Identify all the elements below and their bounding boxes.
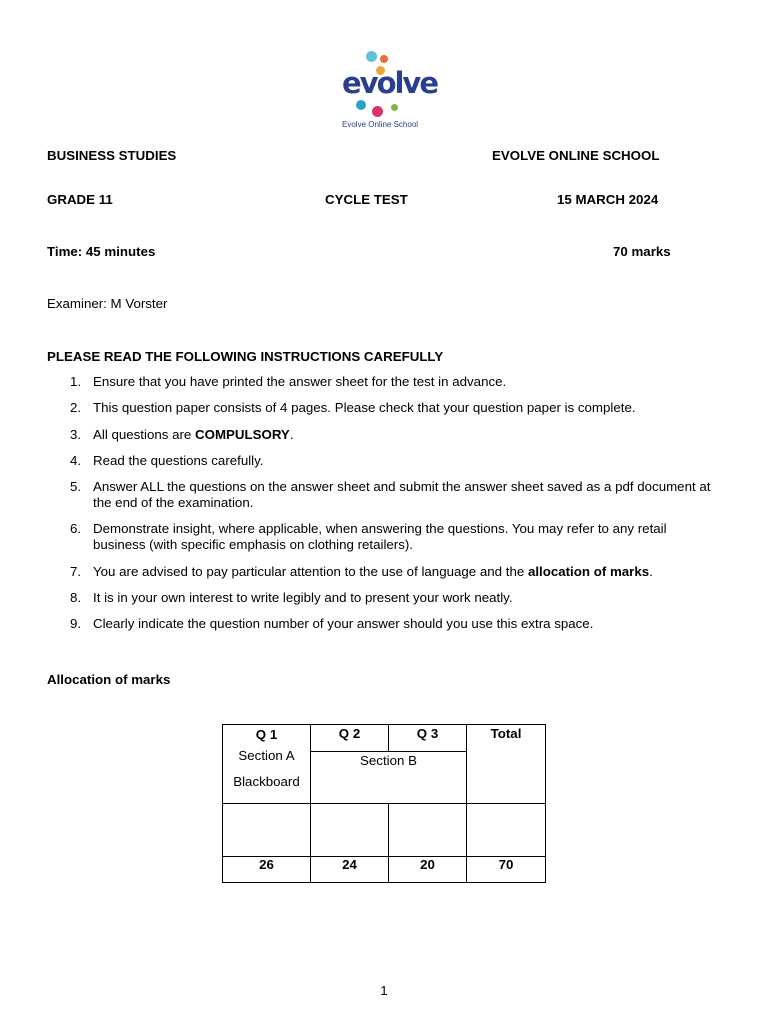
logo-dot	[356, 100, 366, 110]
instruction-item	[60, 616, 720, 632]
instruction-text: All questions are	[93, 426, 195, 442]
instruction-number: 3.	[70, 426, 82, 442]
instructions-heading: PLEASE READ THE FOLLOWING INSTRUCTIONS CAREFULLY	[47, 349, 444, 364]
instruction-number: 1.	[70, 374, 82, 389]
instruction-item	[60, 521, 720, 553]
table-blank-row	[223, 804, 546, 857]
q1-header: Q 1	[255, 727, 278, 742]
q3-marks: 20	[389, 857, 467, 883]
q3-header: Q 3	[416, 726, 439, 741]
instruction-item	[60, 564, 720, 580]
total-header-cell	[467, 725, 546, 804]
instruction-text: Clearly indicate the question number of your answer should you use this extra space.	[93, 616, 594, 632]
table-totals-row	[223, 857, 546, 883]
instruction-text: It is in your own interest to write legibly and to present your work neatly.	[93, 590, 513, 606]
section-a-sublabel: Blackboard	[233, 774, 300, 789]
subject-label: BUSINESS STUDIES	[47, 148, 177, 163]
logo-wordmark: evolve	[342, 66, 438, 100]
instruction-item	[60, 427, 720, 443]
total-marks: 70 marks	[613, 244, 671, 259]
instruction-number: 9.	[70, 616, 82, 632]
q1-marks: 26	[223, 857, 311, 883]
instruction-text: Demonstrate insight, where applicable, when answering the questions. You may refer to any retail business (with specific emphasis on clothing retailers).	[93, 521, 667, 553]
logo-dot	[372, 106, 383, 117]
instruction-text: You are advised to pay particular attention to the use of language and the	[93, 563, 528, 579]
blank-cell	[223, 804, 311, 857]
q3-header-cell	[389, 725, 467, 752]
instruction-item	[60, 479, 720, 511]
blank-cell	[311, 804, 389, 857]
grade-label: GRADE 11	[47, 192, 113, 207]
logo-dot	[380, 55, 388, 63]
logo-dot	[391, 104, 398, 111]
instruction-text: .	[289, 426, 294, 442]
q1-section-a-cell	[223, 725, 311, 804]
q2-marks: 24	[311, 857, 389, 883]
total-marks-value: 70	[467, 857, 546, 883]
marks-allocation-table	[222, 724, 546, 883]
instruction-text: Answer ALL the questions on the answer sheet and submit the answer sheet saved as a pdf document at the end of the examination.	[93, 479, 711, 511]
instruction-emphasis: allocation of marks	[527, 563, 650, 579]
instruction-number: 2.	[70, 400, 82, 416]
instructions-list	[60, 374, 720, 643]
test-date: 15 MARCH 2024	[557, 192, 659, 207]
total-header: Total	[490, 726, 522, 741]
time-allowed: Time: 45 minutes	[47, 244, 156, 259]
school-name: EVOLVE ONLINE SCHOOL	[492, 148, 660, 163]
school-logo	[336, 46, 438, 132]
allocation-heading: Allocation of marks	[47, 672, 171, 687]
blank-cell	[389, 804, 467, 857]
instruction-text: .	[649, 563, 653, 579]
logo-dot	[366, 51, 377, 62]
instruction-emphasis: COMPULSORY	[195, 426, 290, 442]
q2-header-cell	[311, 725, 389, 752]
q2-header: Q 2	[338, 726, 361, 741]
instruction-number: 7.	[70, 563, 82, 579]
section-a-label: Section A	[238, 748, 295, 763]
instruction-number: 6.	[70, 521, 82, 537]
page-number: 1	[380, 983, 388, 998]
instruction-text: Read the questions carefully.	[93, 452, 264, 468]
instruction-item	[60, 453, 720, 469]
instruction-number: 4.	[70, 452, 82, 468]
section-b-label: Section B	[360, 753, 417, 768]
table-header-row	[223, 725, 546, 752]
logo-tagline: Evolve Online School	[342, 120, 419, 129]
instruction-item	[60, 590, 720, 606]
blank-cell	[467, 804, 546, 857]
instruction-number: 8.	[70, 590, 82, 606]
instruction-text: Ensure that you have printed the answer sheet for the test in advance.	[93, 374, 507, 389]
test-type-label: CYCLE TEST	[325, 192, 408, 207]
instruction-text: This question paper consists of 4 pages. Please check that your question paper is complete.	[93, 400, 636, 416]
instruction-item	[60, 374, 720, 390]
instruction-number: 5.	[70, 479, 82, 495]
examiner-name: Examiner: M Vorster	[47, 296, 168, 311]
instruction-item	[60, 400, 720, 416]
section-b-cell	[311, 752, 467, 804]
